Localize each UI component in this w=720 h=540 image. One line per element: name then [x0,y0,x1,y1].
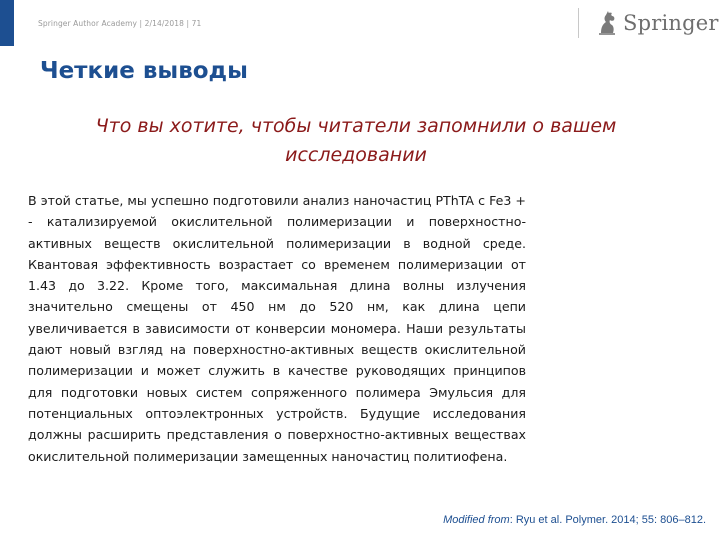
citation-prefix: Modified from [443,514,510,526]
header-divider [578,8,579,38]
citation-source: : Ryu et al. Polymer. 2014; 55: 806–812. [509,514,706,526]
page-title: Четкие выводы [40,58,248,84]
slide-subtitle: Что вы хотите, чтобы читатели запомнили о вашем исследовании [95,115,617,166]
left-accent-bar [0,0,14,46]
logo-text: Springer [623,11,719,35]
header-meta: Springer Author Academy | 2/14/2018 | 71 [38,19,202,28]
springer-logo [596,8,719,38]
springer-horse-icon [596,10,618,36]
citation [443,514,706,526]
conclusion-paragraph: В этой статье, мы успешно подготовили анализ наночастиц PThTA с Fe3 + - катализируемой окислительной полимеризации и поверхностно-активных веществ окислительной полимеризации в водной среде. Квантовая эффективность возрастает со временем полимеризации от 1.43 до 3.22. Кроме того, максимальная длина волны излучения значительно смещены от 450 нм до 520 нм, как длина цепи увеличивается в зависимости от конверсии мономера. Наши результаты дают новый взгляд на поверхностно-активных веществ окислительной полимеризации и может служить в качестве руководящих принципов для подготовки новых систем сопряженного полимера Эмульсия для потенциальных оптоэлектронных устройств. Будущие исследования должны расширить представления о поверхностно-активных веществах окислительной полимеризации замещенных наночастиц политиофена. [28,193,526,464]
